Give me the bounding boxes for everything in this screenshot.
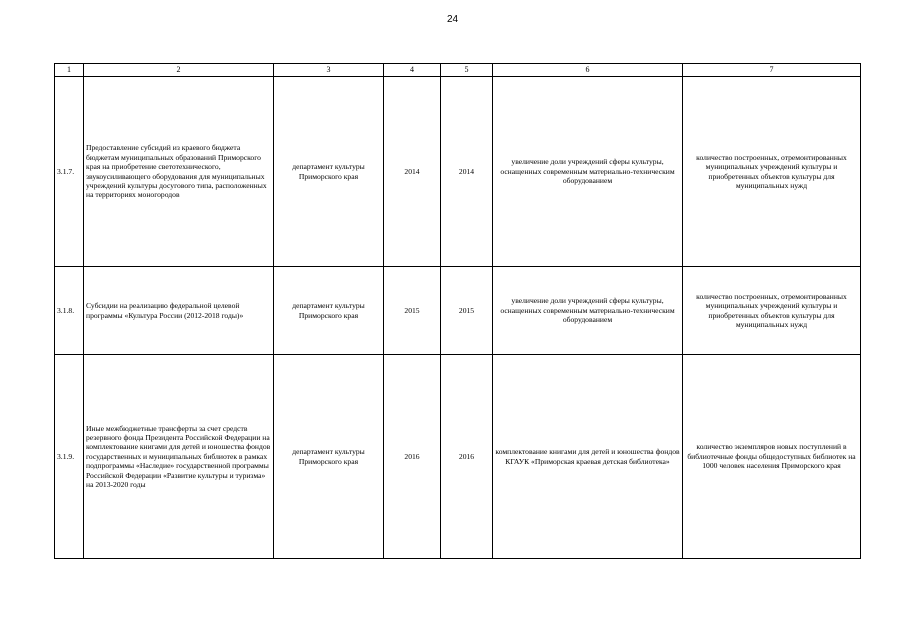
start-year: 2016 bbox=[384, 355, 441, 559]
responsible-executor: департамент культуры Приморского края bbox=[274, 77, 384, 267]
start-year: 2015 bbox=[384, 267, 441, 355]
column-number: 6 bbox=[493, 64, 683, 77]
item-number: 3.1.7. bbox=[55, 77, 84, 267]
column-number: 5 bbox=[441, 64, 493, 77]
start-year: 2014 bbox=[384, 77, 441, 267]
column-number-row bbox=[55, 64, 861, 77]
table-row bbox=[55, 267, 861, 355]
column-number: 1 bbox=[55, 64, 84, 77]
table-row bbox=[55, 355, 861, 559]
responsible-executor: департамент культуры Приморского края bbox=[274, 267, 384, 355]
end-year: 2016 bbox=[441, 355, 493, 559]
expected-result: увеличение доли учреждений сферы культуры, оснащенных современным материально-техническим оборудованием bbox=[493, 77, 683, 267]
expected-result: увеличение доли учреждений сферы культуры, оснащенных современным материально-техническим оборудованием bbox=[493, 267, 683, 355]
item-number: 3.1.8. bbox=[55, 267, 84, 355]
end-year: 2014 bbox=[441, 77, 493, 267]
activity-name: Иные межбюджетные трансферты за счет средств резервного фонда Президента Российской Федерации на комплектование книгами для детей и юношества фондов государственных и муниципальных библиотек в рамках подпрограммы «Наследие» государственной программы Российской Федерации «Развитие культуры и туризма» на 2013-2020 годы bbox=[84, 355, 274, 559]
responsible-executor: департамент культуры Приморского края bbox=[274, 355, 384, 559]
column-number: 7 bbox=[683, 64, 861, 77]
column-number: 4 bbox=[384, 64, 441, 77]
activity-name: Субсидии на реализацию федеральной целевой программы «Культура России (2012-2018 годы)» bbox=[84, 267, 274, 355]
expected-result: комплектование книгами для детей и юношества фондов КГАУК «Приморская краевая детская библиотека» bbox=[493, 355, 683, 559]
item-number: 3.1.9. bbox=[55, 355, 84, 559]
page-number: 24 bbox=[446, 14, 459, 25]
column-number: 3 bbox=[274, 64, 384, 77]
indicator: количество построенных, отремонтированных муниципальных учреждений культуры и приобретенных объектов культуры для муниципальных нужд bbox=[683, 77, 861, 267]
indicator: количество экземпляров новых поступлений в библиотечные фонды общедоступных библиотек на 1000 человек населения Приморского края bbox=[683, 355, 861, 559]
table-row bbox=[55, 77, 861, 267]
column-number: 2 bbox=[84, 64, 274, 77]
activities-table bbox=[54, 63, 861, 559]
indicator: количество построенных, отремонтированных муниципальных учреждений культуры и приобретенных объектов культуры для муниципальных нужд bbox=[683, 267, 861, 355]
activity-name: Предоставление субсидий из краевого бюджета бюджетам муниципальных образований Приморского края на приобретение светотехнического, звукоусиливающего оборудования для муниципальных учреждений культуры досугового типа, расположенных на территориях моногородов bbox=[84, 77, 274, 267]
end-year: 2015 bbox=[441, 267, 493, 355]
